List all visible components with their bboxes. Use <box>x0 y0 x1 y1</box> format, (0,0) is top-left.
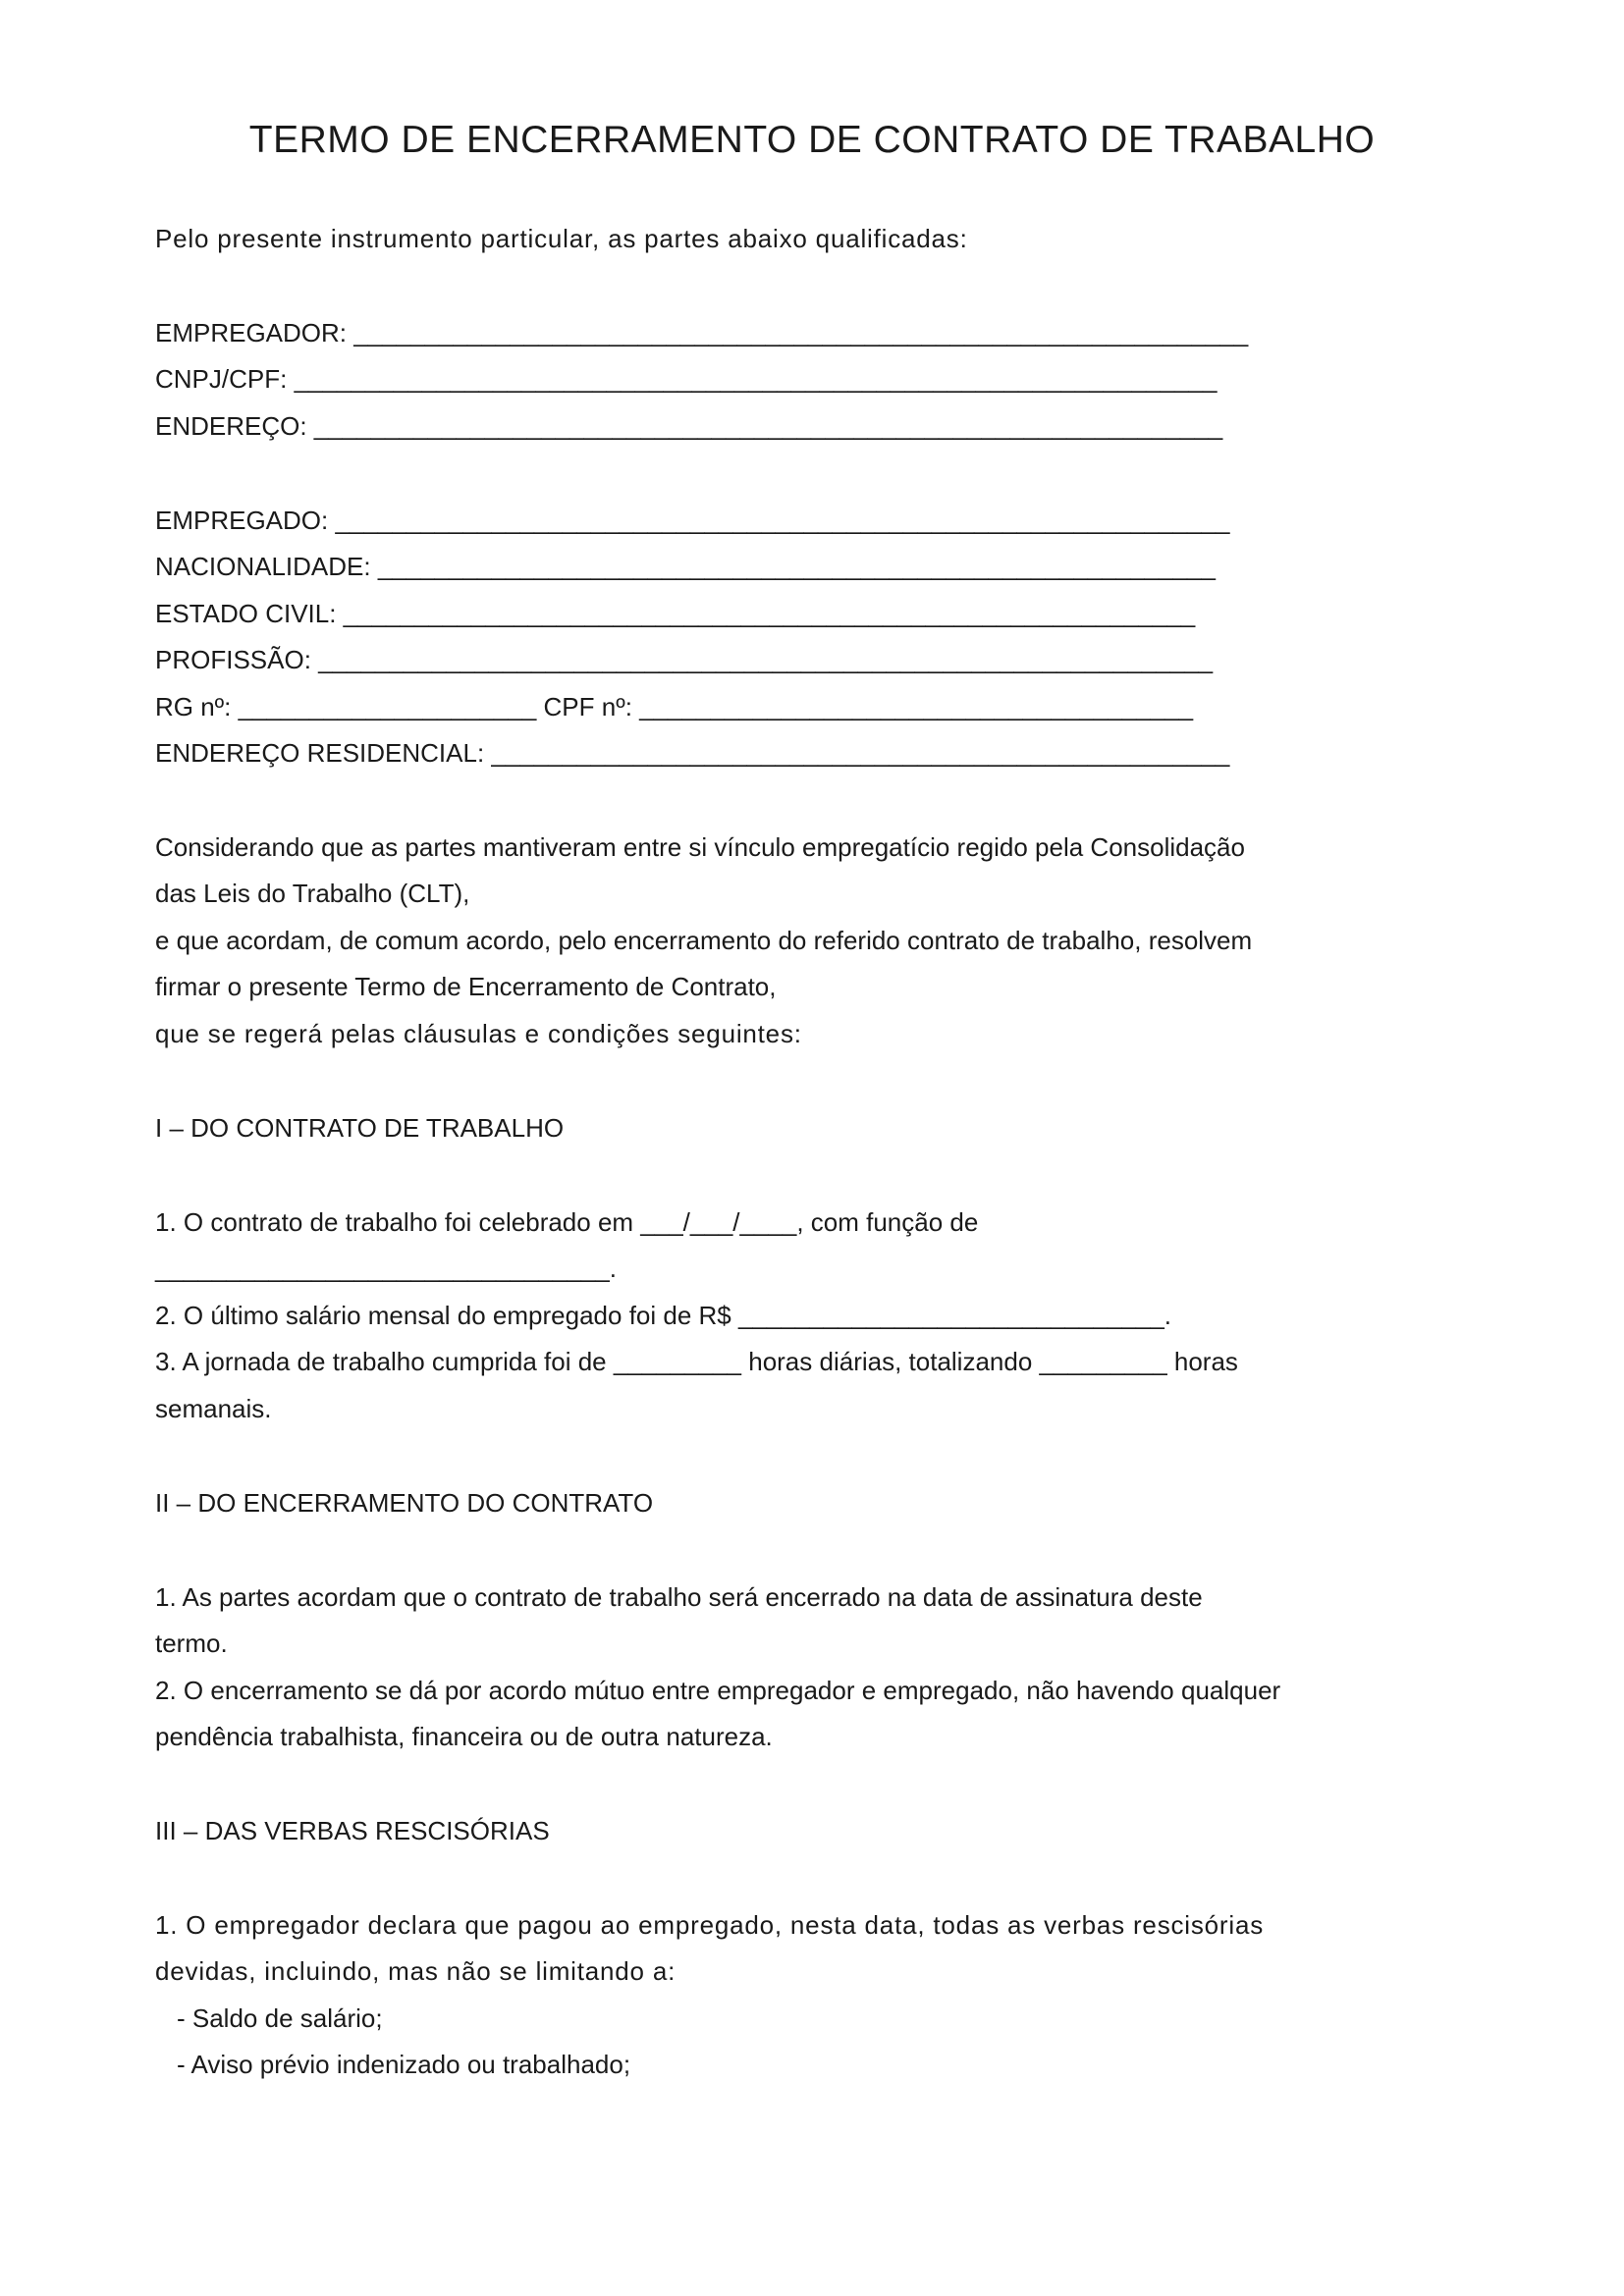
employee-residential-address-field: ENDEREÇO RESIDENCIAL: ____________________________________________________ <box>155 738 1230 768</box>
clause-line: 1. O contrato de trabalho foi celebrado em ___/___/____, com função de <box>155 1207 979 1237</box>
considerations-line: firmar o presente Termo de Encerramento de Contrato, <box>155 972 777 1001</box>
clause-line: 3. A jornada de trabalho cumprida foi de _________ horas diárias, totalizando _________ horas <box>155 1347 1238 1376</box>
section-heading-termination: II – DO ENCERRAMENTO DO CONTRATO <box>155 1488 654 1518</box>
considerations-line: e que acordam, de comum acordo, pelo encerramento do referido contrato de trabalho, resolvem <box>155 926 1253 955</box>
employee-name-field: EMPREGADO: _______________________________________________________________ <box>155 506 1230 535</box>
intro-paragraph: Pelo presente instrumento particular, as partes abaixo qualificadas: <box>155 224 968 253</box>
employer-name-field: EMPREGADOR: _______________________________________________________________ <box>155 318 1249 347</box>
employee-profession-field: PROFISSÃO: _______________________________________________________________ <box>155 645 1214 674</box>
employee-rg-cpf-field: RG nº: _____________________ CPF nº: _______________________________________ <box>155 692 1194 721</box>
clause-line: semanais. <box>155 1394 272 1423</box>
document-title: TERMO DE ENCERRAMENTO DE CONTRATO DE TRABALHO <box>248 119 1376 161</box>
clause-line: pendência trabalhista, financeira ou de outra natureza. <box>155 1722 773 1751</box>
employer-address-field: ENDEREÇO: ________________________________________________________________ <box>155 411 1223 441</box>
clause-line: 2. O encerramento se dá por acordo mútuo entre empregador e empregado, não havendo qualquer <box>155 1676 1281 1705</box>
considerations-line: Considerando que as partes mantiveram entre si vínculo empregatício regido pela Consolidação <box>155 832 1245 862</box>
clause-line: devidas, incluindo, mas não se limitando a: <box>155 1956 677 1986</box>
section-heading-contract: I – DO CONTRATO DE TRABALHO <box>155 1113 565 1143</box>
clause-line: 2. O último salário mensal do empregado foi de R$ ______________________________. <box>155 1301 1171 1330</box>
severance-list-item: - Saldo de salário; <box>177 2003 383 2033</box>
considerations-line: das Leis do Trabalho (CLT), <box>155 879 470 908</box>
clause-line: termo. <box>155 1629 228 1658</box>
employee-nationality-field: NACIONALIDADE: ___________________________________________________________ <box>155 552 1216 581</box>
severance-list-item: - Aviso prévio indenizado ou trabalhado; <box>177 2050 631 2079</box>
clause-line: 1. O empregador declara que pagou ao empregado, nesta data, todas as verbas rescisórias <box>155 1910 1265 1940</box>
employer-cnpj-field: CNPJ/CPF: _________________________________________________________________ <box>155 364 1218 394</box>
section-heading-severance: III – DAS VERBAS RESCISÓRIAS <box>155 1816 550 1845</box>
employee-marital-status-field: ESTADO CIVIL: ____________________________________________________________ <box>155 599 1196 628</box>
considerations-line: que se regerá pelas cláusulas e condições seguintes: <box>155 1019 802 1048</box>
clause-line: ________________________________. <box>155 1254 617 1283</box>
clause-line: 1. As partes acordam que o contrato de trabalho será encerrado na data de assinatura deste <box>155 1582 1203 1612</box>
